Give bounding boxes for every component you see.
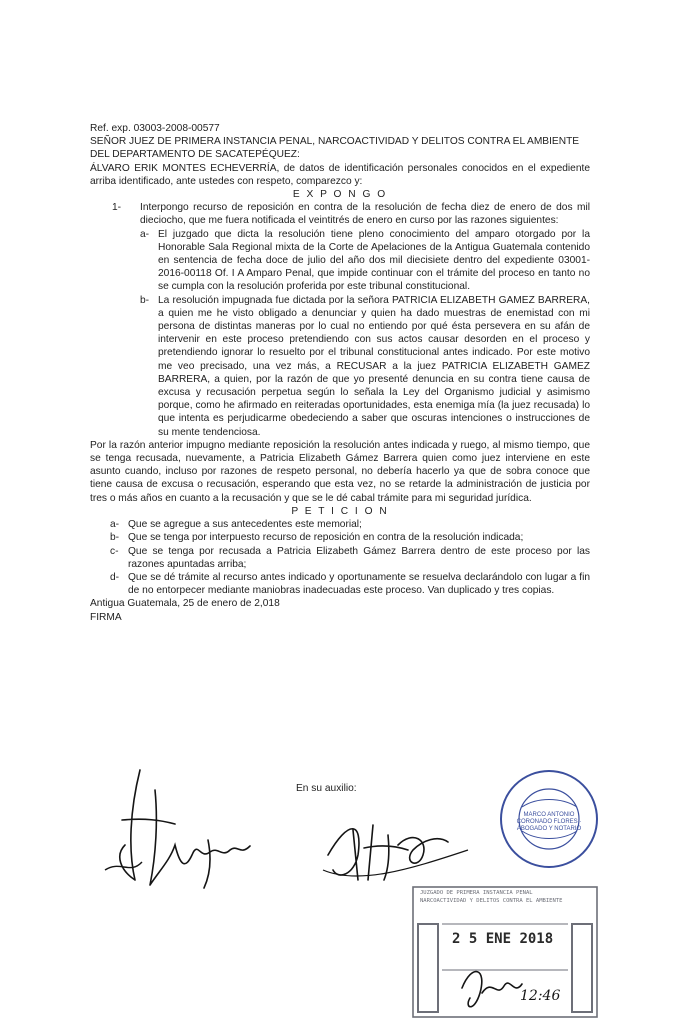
intro-paragraph: ÁLVARO ERIK MONTES ECHEVERRÍA, de datos de identificación personales conocidos en el expediente arriba identificado, ante ustedes con respeto, comparezco y:: [90, 162, 590, 187]
stamp-day: 2 5: [452, 931, 478, 947]
lawyer-seal-text: MARCO ANTONIO CORONADO FLORES · ABOGADO Y NOTARIO: [516, 812, 582, 832]
expongo-item-1: [90, 201, 590, 227]
sub-letter: a-: [140, 228, 150, 240]
document-body: [90, 122, 590, 624]
peticion-item-d: [110, 571, 590, 597]
court-stamp-line-2: NARCOACTIVIDAD Y DELITOS CONTRA EL AMBIENTE: [420, 898, 563, 904]
pet-text: Que se agregue a sus antecedentes este memorial;: [128, 519, 362, 531]
sub-letter: b-: [140, 294, 150, 306]
firma-label: FIRMA: [90, 611, 122, 623]
peticion-item-b: [110, 531, 590, 544]
expongo-sub-b: [140, 294, 590, 439]
reference-number: Ref. exp. 03003-2008-00577: [90, 123, 220, 134]
peticion-item-a: [110, 518, 590, 531]
addressee-line-1: SEÑOR JUEZ DE PRIMERA INSTANCIA PENAL, NARCOACTIVIDAD Y DELITOS CONTRA EL AMBIENTE: [90, 136, 580, 148]
pet-letter: d-: [110, 571, 120, 583]
court-stamp-time: 12:46: [520, 988, 561, 1004]
sub-text: La resolución impugnada fue dictada por la señora PATRICIA ELIZABETH GAMEZ BARRERA, a quien me he visto obligado a denunciar y quien ha dado muestras de enemistad con mi persona de distintas maneras por lo cual no entiendo por qué ésta persevera en su afán de intervenir en este proceso pretendiendo con sus actos causar desorden en el proceso y pretendiendo ignorar lo resuelto por el tribunal constitucional antes indicado. Por este motivo me veo precisado, una vez más, a RECUSAR a la juez PATRICIA ELIZABETH GAMEZ BARRERA, a quien, por la razón de que yo presenté denuncia en su contra tiene causa de excusa y recusación perpetua según lo señala la Ley del Organismo judicial y asimismo porque, como he afirmado en reiteradas oportunidades, esta enemiga mía (la juez recusada) lo que intenta es perjudicarme obedeciendo a saber que oscuras intenciones o instrucciones de su mente tendenciosa.: [158, 294, 590, 438]
item-text: Interpongo recurso de reposición en contra de la resolución de fecha diez de enero de dos mil dieciocho, que me fuera notificada el veintitrés de enero en curso por las razones siguientes:: [140, 202, 590, 227]
closing-paragraph: Por la razón anterior impugno mediante reposición la resolución antes indicada y ruego, al mismo tiempo, que se tenga recusada, nuevamente, a Patricia Elizabeth Gámez Barrera quien como juez interviene en este asunto cuando, incluso por razones de respeto personal, no debería hacerlo ya que de sobra conoce que tiene causa de excusa o recusación, esperando que esta vez, no se retarde la administración de justicia por tres o más años en cuanto a la recusación y que se le dé cabal trámite para mi seguridad jurídica.: [90, 439, 590, 504]
pet-text: Que se dé trámite al recurso antes indicado y oportunamente se resuelva declarándolo con lugar a fin de no entorpecer mediante maniobras inadecuadas este proceso. Van duplicado y tres copias.: [128, 571, 590, 597]
auxilio-label: En su auxilio:: [296, 783, 357, 794]
pet-text: Que se tenga por interpuesto recurso de reposición en contra de la resolución indicada;: [128, 532, 524, 544]
signature-lawyer: [318, 800, 478, 890]
pet-letter: c-: [110, 545, 119, 557]
court-stamp-line-1: JUZGADO DE PRIMERA INSTANCIA PENAL: [420, 890, 533, 896]
place-date: Antigua Guatemala, 25 de enero de 2,018: [90, 598, 280, 610]
item-number: 1-: [112, 202, 122, 214]
addressee-line-2: DEL DEPARTAMENTO DE SACATEPÉQUEZ:: [90, 149, 300, 161]
pet-letter: b-: [110, 532, 120, 544]
expongo-sub-a: [140, 228, 590, 294]
pet-letter: a-: [110, 519, 120, 531]
sub-text: El juzgado que dicta la resolución tiene pleno conocimiento del amparo otorgado por la Honorable Sala Regional mixta de la Corte de Apelaciones de la Antigua Guatemala contenido en sentencia de fecha doce de julio del año dos mil diecisiete dentro del expediente 03001-2016-00118 Of. I A Amparo Penal, que impide continuar con el trámite del proceso en tanto no se cumpla con la resolución proferida por este tribunal constitucional.: [158, 228, 590, 293]
peticion-item-c: [110, 545, 590, 571]
peticion-heading: P E T I C I O N: [291, 505, 389, 517]
expongo-heading: E X P O N G O: [292, 189, 388, 201]
court-stamp-date: [452, 931, 553, 947]
signature-left: [100, 760, 270, 900]
pet-text: Que se tenga por recusada a Patricia Elizabeth Gámez Barrera dentro de este proceso por las razones apuntadas arriba;: [128, 545, 590, 570]
stamp-month-year: ENE 2018: [485, 931, 554, 947]
